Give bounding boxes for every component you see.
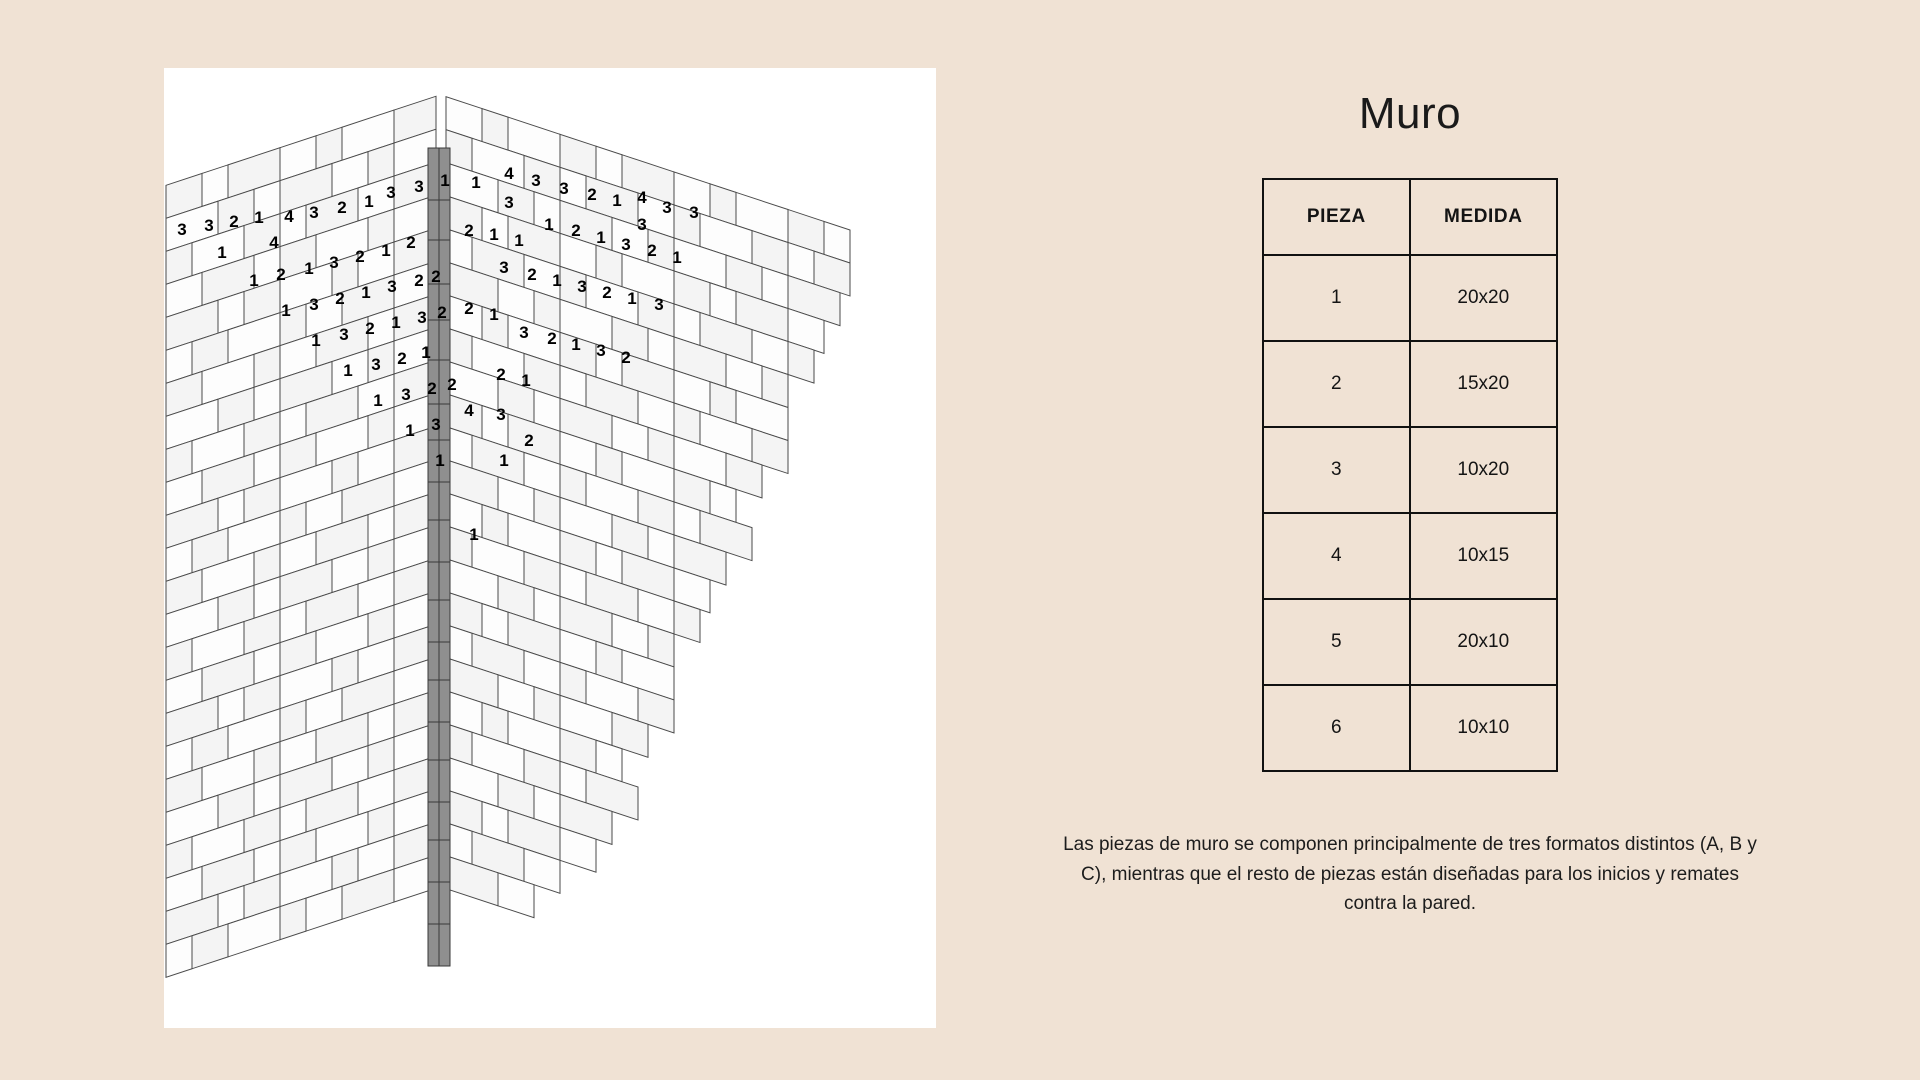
svg-text:3: 3: [531, 171, 541, 190]
svg-text:1: 1: [612, 191, 622, 210]
svg-text:3: 3: [577, 277, 587, 296]
svg-text:3: 3: [387, 277, 397, 296]
svg-text:2: 2: [602, 283, 612, 302]
svg-text:1: 1: [304, 259, 314, 278]
table-header-row: [1263, 179, 1557, 255]
svg-text:3: 3: [654, 295, 664, 314]
wall-illustration-panel: [164, 68, 936, 1028]
svg-text:2: 2: [427, 379, 437, 398]
svg-text:2: 2: [229, 212, 239, 231]
svg-text:1: 1: [552, 271, 562, 290]
svg-text:3: 3: [417, 308, 427, 327]
svg-text:1: 1: [521, 371, 531, 390]
svg-text:3: 3: [309, 203, 319, 222]
table-row: [1263, 513, 1557, 599]
svg-text:3: 3: [637, 215, 647, 234]
svg-text:3: 3: [401, 385, 411, 404]
svg-text:2: 2: [414, 271, 424, 290]
svg-text:1: 1: [499, 451, 509, 470]
cell-medida: 10x10: [1410, 685, 1557, 771]
svg-text:3: 3: [559, 179, 569, 198]
cell-medida: 10x15: [1410, 513, 1557, 599]
svg-text:2: 2: [365, 319, 375, 338]
table-row: [1263, 685, 1557, 771]
svg-text:2: 2: [464, 299, 474, 318]
cell-pieza: 4: [1263, 513, 1410, 599]
svg-text:3: 3: [499, 258, 509, 277]
svg-text:3: 3: [309, 295, 319, 314]
svg-text:4: 4: [269, 233, 279, 252]
svg-text:1: 1: [311, 331, 321, 350]
svg-text:1: 1: [440, 171, 450, 190]
svg-text:2: 2: [406, 233, 416, 252]
table-row: [1263, 255, 1557, 341]
svg-text:3: 3: [519, 323, 529, 342]
cell-pieza: 5: [1263, 599, 1410, 685]
svg-text:1: 1: [281, 301, 291, 320]
svg-text:2: 2: [431, 267, 441, 286]
svg-text:3: 3: [662, 198, 672, 217]
svg-text:2: 2: [621, 348, 631, 367]
pieces-table-body: [1263, 255, 1557, 771]
svg-text:1: 1: [373, 391, 383, 410]
svg-text:1: 1: [469, 525, 479, 544]
svg-text:4: 4: [504, 164, 514, 183]
header-medida: MEDIDA: [1410, 179, 1557, 255]
description-text: Las piezas de muro se componen principalmente de tres formatos distintos (A, B y C), mientras que el resto de piezas están diseñadas para los inicios y remates contra la pared.: [1063, 834, 1757, 915]
svg-text:3: 3: [177, 220, 187, 239]
svg-text:1: 1: [254, 208, 264, 227]
svg-text:3: 3: [689, 203, 699, 222]
svg-text:3: 3: [339, 325, 349, 344]
svg-text:2: 2: [587, 185, 597, 204]
svg-text:2: 2: [355, 247, 365, 266]
svg-text:4: 4: [464, 401, 474, 420]
svg-text:1: 1: [405, 421, 415, 440]
cell-pieza: 2: [1263, 341, 1410, 427]
svg-text:1: 1: [627, 289, 637, 308]
svg-text:1: 1: [544, 215, 554, 234]
table-row: [1263, 427, 1557, 513]
svg-text:2: 2: [276, 265, 286, 284]
svg-text:3: 3: [204, 216, 214, 235]
svg-text:3: 3: [496, 405, 506, 424]
pieces-table-wrap: [1000, 178, 1820, 772]
pieces-table: [1262, 178, 1558, 772]
svg-text:3: 3: [431, 415, 441, 434]
svg-text:2: 2: [335, 289, 345, 308]
svg-text:2: 2: [464, 221, 474, 240]
svg-text:2: 2: [571, 221, 581, 240]
svg-text:1: 1: [249, 271, 259, 290]
svg-text:2: 2: [524, 431, 534, 450]
svg-text:3: 3: [596, 341, 606, 360]
cell-medida: 20x20: [1410, 255, 1557, 341]
svg-text:1: 1: [364, 192, 374, 211]
wall-tiling-diagram: [164, 68, 936, 1028]
svg-text:4: 4: [284, 207, 294, 226]
svg-text:2: 2: [547, 329, 557, 348]
cell-medida: 15x20: [1410, 341, 1557, 427]
svg-text:1: 1: [361, 283, 371, 302]
svg-text:2: 2: [397, 349, 407, 368]
svg-text:3: 3: [386, 183, 396, 202]
svg-text:3: 3: [621, 235, 631, 254]
cell-medida: 10x20: [1410, 427, 1557, 513]
svg-text:3: 3: [371, 355, 381, 374]
svg-text:3: 3: [329, 253, 339, 272]
cell-pieza: 3: [1263, 427, 1410, 513]
svg-text:1: 1: [471, 173, 481, 192]
cell-pieza: 6: [1263, 685, 1410, 771]
svg-text:1: 1: [514, 231, 524, 250]
pieces-table-head: [1263, 179, 1557, 255]
svg-text:1: 1: [217, 243, 227, 262]
cell-pieza: 1: [1263, 255, 1410, 341]
svg-text:1: 1: [421, 343, 431, 362]
table-row: [1263, 599, 1557, 685]
svg-text:1: 1: [489, 305, 499, 324]
info-column: [1000, 90, 1820, 919]
svg-text:2: 2: [437, 303, 447, 322]
svg-text:1: 1: [571, 335, 581, 354]
svg-text:3: 3: [504, 193, 514, 212]
svg-text:2: 2: [496, 365, 506, 384]
svg-text:1: 1: [391, 313, 401, 332]
table-row: [1263, 341, 1557, 427]
cell-medida: 20x10: [1410, 599, 1557, 685]
svg-text:1: 1: [672, 248, 682, 267]
svg-text:1: 1: [489, 225, 499, 244]
svg-text:1: 1: [343, 361, 353, 380]
svg-text:3: 3: [414, 177, 424, 196]
svg-text:2: 2: [337, 198, 347, 217]
svg-text:4: 4: [637, 188, 647, 207]
svg-text:1: 1: [435, 451, 445, 470]
svg-text:2: 2: [447, 375, 457, 394]
svg-text:2: 2: [647, 241, 657, 260]
svg-text:1: 1: [596, 228, 606, 247]
svg-text:2: 2: [527, 265, 537, 284]
page-title: Muro: [1358, 89, 1462, 138]
svg-text:1: 1: [381, 241, 391, 260]
header-pieza: PIEZA: [1263, 179, 1410, 255]
